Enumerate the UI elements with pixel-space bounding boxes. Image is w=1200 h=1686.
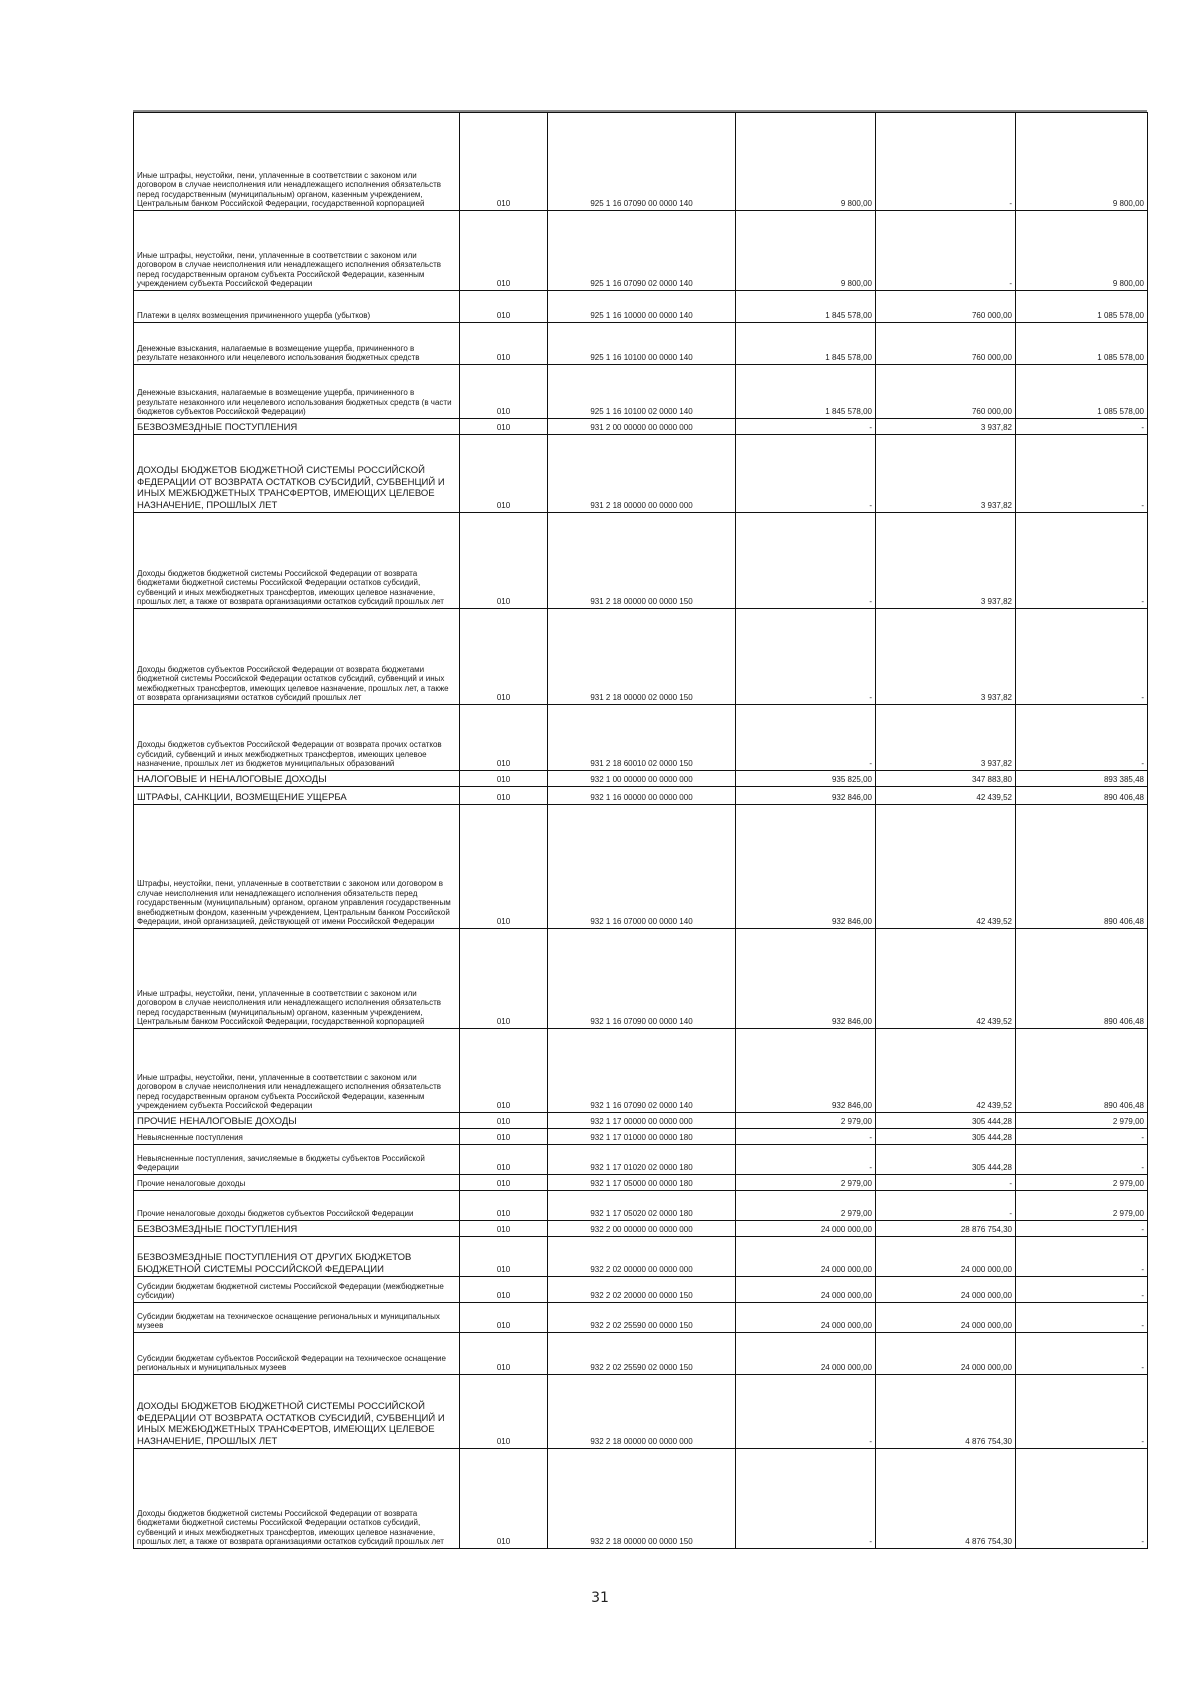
- row-approved-amount-cell: 932 846,00: [736, 787, 876, 805]
- row-name-cell: ПРОЧИЕ НЕНАЛОГОВЫЕ ДОХОДЫ: [134, 1113, 460, 1129]
- row-name-cell: БЕЗВОЗМЕЗДНЫЕ ПОСТУПЛЕНИЯ: [134, 1221, 460, 1237]
- row-unexecuted-amount-cell: 890 406,48: [1016, 1029, 1148, 1113]
- row-budget-code-cell: 932 1 17 05020 02 0000 180: [548, 1191, 736, 1221]
- row-line-code-cell: 010: [460, 1113, 548, 1129]
- row-budget-code-cell: 932 2 02 20000 00 0000 150: [548, 1277, 736, 1303]
- row-budget-code-cell: 932 1 16 07000 00 0000 140: [548, 805, 736, 929]
- row-line-code-cell: 010: [460, 929, 548, 1029]
- row-executed-amount-cell: 760 000,00: [876, 323, 1016, 365]
- row-approved-amount-cell: 932 846,00: [736, 929, 876, 1029]
- row-executed-amount-cell: 4 876 754,30: [876, 1375, 1016, 1449]
- row-unexecuted-amount-cell: -: [1016, 1221, 1148, 1237]
- row-executed-amount-cell: 24 000 000,00: [876, 1333, 1016, 1375]
- row-approved-amount-cell: 1 845 578,00: [736, 365, 876, 419]
- row-name-cell: Иные штрафы, неустойки, пени, уплаченные в соответствии с законом или договором в случае неисполнения или ненадлежащего исполнения обязательств перед государственным органом субъекта Российской Федерации, казенным учреждением субъекта Российской Федерации: [134, 211, 460, 291]
- row-budget-code-cell: 932 1 16 00000 00 0000 000: [548, 787, 736, 805]
- row-unexecuted-amount-cell: 1 085 578,00: [1016, 291, 1148, 323]
- row-executed-amount-cell: 3 937,82: [876, 705, 1016, 771]
- row-unexecuted-amount-cell: -: [1016, 1375, 1148, 1449]
- row-name-cell: ШТРАФЫ, САНКЦИИ, ВОЗМЕЩЕНИЕ УЩЕРБА: [134, 787, 460, 805]
- row-approved-amount-cell: -: [736, 1449, 876, 1549]
- row-unexecuted-amount-cell: -: [1016, 1277, 1148, 1303]
- row-unexecuted-amount-cell: -: [1016, 1303, 1148, 1333]
- row-approved-amount-cell: 932 846,00: [736, 1029, 876, 1113]
- row-executed-amount-cell: 24 000 000,00: [876, 1277, 1016, 1303]
- row-unexecuted-amount-cell: -: [1016, 705, 1148, 771]
- table-row: [134, 323, 1148, 365]
- row-budget-code-cell: 925 1 16 07090 02 0000 140: [548, 211, 736, 291]
- row-approved-amount-cell: 1 845 578,00: [736, 323, 876, 365]
- row-line-code-cell: 010: [460, 435, 548, 513]
- row-name-cell: Прочие неналоговые доходы: [134, 1175, 460, 1191]
- row-budget-code-cell: 932 2 00 00000 00 0000 000: [548, 1221, 736, 1237]
- row-line-code-cell: 010: [460, 1303, 548, 1333]
- row-approved-amount-cell: 932 846,00: [736, 805, 876, 929]
- row-unexecuted-amount-cell: 9 800,00: [1016, 113, 1148, 211]
- row-name-cell: Иные штрафы, неустойки, пени, уплаченные в соответствии с законом или договором в случае неисполнения или ненадлежащего исполнения обязательств перед государственным (муниципальным) органом, казенным учреждением, Центральным банком Российской Федерации, государственной корпорацией: [134, 929, 460, 1029]
- table-row: [134, 1029, 1148, 1113]
- row-budget-code-cell: 932 1 17 00000 00 0000 000: [548, 1113, 736, 1129]
- row-executed-amount-cell: 305 444,28: [876, 1113, 1016, 1129]
- row-unexecuted-amount-cell: -: [1016, 1333, 1148, 1375]
- row-budget-code-cell: 925 1 16 07090 00 0000 140: [548, 113, 736, 211]
- row-line-code-cell: 010: [460, 805, 548, 929]
- row-approved-amount-cell: -: [736, 419, 876, 435]
- row-approved-amount-cell: 24 000 000,00: [736, 1277, 876, 1303]
- table-row: [134, 513, 1148, 609]
- row-name-cell: Невыясненные поступления: [134, 1129, 460, 1145]
- row-executed-amount-cell: 42 439,52: [876, 805, 1016, 929]
- row-approved-amount-cell: 24 000 000,00: [736, 1221, 876, 1237]
- row-budget-code-cell: 932 1 17 01020 02 0000 180: [548, 1145, 736, 1175]
- table-row: [134, 1145, 1148, 1175]
- row-approved-amount-cell: 9 800,00: [736, 113, 876, 211]
- row-budget-code-cell: 925 1 16 10100 00 0000 140: [548, 323, 736, 365]
- row-budget-code-cell: 931 2 18 00000 00 0000 150: [548, 513, 736, 609]
- row-line-code-cell: 010: [460, 365, 548, 419]
- row-line-code-cell: 010: [460, 609, 548, 705]
- row-name-cell: Доходы бюджетов субъектов Российской Федерации от возврата прочих остатков субсидий, субвенций и иных межбюджетных трансфертов, имеющих целевое назначение, прошлых лет из бюджетов муниципальных образований: [134, 705, 460, 771]
- row-approved-amount-cell: 9 800,00: [736, 211, 876, 291]
- table-row: [134, 211, 1148, 291]
- row-line-code-cell: 010: [460, 705, 548, 771]
- row-unexecuted-amount-cell: 9 800,00: [1016, 211, 1148, 291]
- row-line-code-cell: 010: [460, 211, 548, 291]
- row-approved-amount-cell: -: [736, 513, 876, 609]
- row-unexecuted-amount-cell: 890 406,48: [1016, 787, 1148, 805]
- row-budget-code-cell: 932 2 02 00000 00 0000 000: [548, 1237, 736, 1277]
- row-approved-amount-cell: -: [736, 705, 876, 771]
- row-executed-amount-cell: 3 937,82: [876, 609, 1016, 705]
- row-unexecuted-amount-cell: 890 406,48: [1016, 805, 1148, 929]
- table-row: [134, 419, 1148, 435]
- row-unexecuted-amount-cell: 2 979,00: [1016, 1175, 1148, 1191]
- row-line-code-cell: 010: [460, 1449, 548, 1549]
- table-row: [134, 1191, 1148, 1221]
- table-row: [134, 1175, 1148, 1191]
- row-name-cell: Субсидии бюджетам на техническое оснащение региональных и муниципальных музеев: [134, 1303, 460, 1333]
- row-line-code-cell: 010: [460, 771, 548, 787]
- row-unexecuted-amount-cell: 2 979,00: [1016, 1191, 1148, 1221]
- row-unexecuted-amount-cell: 1 085 578,00: [1016, 365, 1148, 419]
- row-approved-amount-cell: -: [736, 435, 876, 513]
- row-line-code-cell: 010: [460, 1237, 548, 1277]
- row-name-cell: НАЛОГОВЫЕ И НЕНАЛОГОВЫЕ ДОХОДЫ: [134, 771, 460, 787]
- row-budget-code-cell: 925 1 16 10000 00 0000 140: [548, 291, 736, 323]
- row-budget-code-cell: 932 1 16 07090 02 0000 140: [548, 1029, 736, 1113]
- revenue-execution-table: [133, 112, 1148, 1549]
- row-budget-code-cell: 932 1 16 07090 00 0000 140: [548, 929, 736, 1029]
- row-unexecuted-amount-cell: -: [1016, 1145, 1148, 1175]
- table-row: [134, 1333, 1148, 1375]
- row-executed-amount-cell: 28 876 754,30: [876, 1221, 1016, 1237]
- row-unexecuted-amount-cell: -: [1016, 419, 1148, 435]
- table-row: [134, 1221, 1148, 1237]
- row-executed-amount-cell: 3 937,82: [876, 419, 1016, 435]
- table-row: [134, 1129, 1148, 1145]
- table-row: [134, 805, 1148, 929]
- table-row: [134, 291, 1148, 323]
- row-approved-amount-cell: 24 000 000,00: [736, 1333, 876, 1375]
- table-row: [134, 771, 1148, 787]
- row-approved-amount-cell: 935 825,00: [736, 771, 876, 787]
- row-name-cell: Платежи в целях возмещения причиненного ущерба (убытков): [134, 291, 460, 323]
- row-executed-amount-cell: 305 444,28: [876, 1129, 1016, 1145]
- row-name-cell: Субсидии бюджетам субъектов Российской Федерации на техническое оснащение региональных и муниципальных музеев: [134, 1333, 460, 1375]
- row-name-cell: ДОХОДЫ БЮДЖЕТОВ БЮДЖЕТНОЙ СИСТЕМЫ РОССИЙСКОЙ ФЕДЕРАЦИИ ОТ ВОЗВРАТА ОСТАТКОВ СУБСИДИЙ, СУБВЕНЦИЙ И ИНЫХ МЕЖБЮДЖЕТНЫХ ТРАНСФЕРТОВ, ИМЕЮЩИХ ЦЕЛЕВОЕ НАЗНАЧЕНИЕ, ПРОШЛЫХ ЛЕТ: [134, 1375, 460, 1449]
- row-executed-amount-cell: 4 876 754,30: [876, 1449, 1016, 1549]
- row-executed-amount-cell: 24 000 000,00: [876, 1237, 1016, 1277]
- row-executed-amount-cell: -: [876, 1175, 1016, 1191]
- row-budget-code-cell: 932 2 02 25590 02 0000 150: [548, 1333, 736, 1375]
- row-approved-amount-cell: -: [736, 1129, 876, 1145]
- row-name-cell: ДОХОДЫ БЮДЖЕТОВ БЮДЖЕТНОЙ СИСТЕМЫ РОССИЙСКОЙ ФЕДЕРАЦИИ ОТ ВОЗВРАТА ОСТАТКОВ СУБСИДИЙ, СУБВЕНЦИЙ И ИНЫХ МЕЖБЮДЖЕТНЫХ ТРАНСФЕРТОВ, ИМЕЮЩИХ ЦЕЛЕВОЕ НАЗНАЧЕНИЕ, ПРОШЛЫХ ЛЕТ: [134, 435, 460, 513]
- row-budget-code-cell: 931 2 00 00000 00 0000 000: [548, 419, 736, 435]
- row-executed-amount-cell: 760 000,00: [876, 291, 1016, 323]
- row-budget-code-cell: 932 1 17 01000 00 0000 180: [548, 1129, 736, 1145]
- row-name-cell: Доходы бюджетов бюджетной системы Российской Федерации от возврата бюджетами бюджетной системы Российской Федерации остатков субсидий, субвенций и иных межбюджетных трансфертов, имеющих целевое назначение, прошлых лет, а также от возврата организациями остатков субсидий прошлых лет: [134, 513, 460, 609]
- row-budget-code-cell: 932 1 17 05000 00 0000 180: [548, 1175, 736, 1191]
- row-executed-amount-cell: 42 439,52: [876, 787, 1016, 805]
- row-line-code-cell: 010: [460, 323, 548, 365]
- table-row: [134, 1113, 1148, 1129]
- row-name-cell: Иные штрафы, неустойки, пени, уплаченные в соответствии с законом или договором в случае неисполнения или ненадлежащего исполнения обязательств перед государственным (муниципальным) органом, казенным учреждением, Центральным банком Российской Федерации, государственной корпорацией: [134, 113, 460, 211]
- table-body: [134, 113, 1148, 1549]
- row-executed-amount-cell: 3 937,82: [876, 513, 1016, 609]
- row-line-code-cell: 010: [460, 1333, 548, 1375]
- row-line-code-cell: 010: [460, 419, 548, 435]
- row-approved-amount-cell: 2 979,00: [736, 1175, 876, 1191]
- row-unexecuted-amount-cell: 2 979,00: [1016, 1113, 1148, 1129]
- table-row: [134, 1449, 1148, 1549]
- row-executed-amount-cell: 347 883,80: [876, 771, 1016, 787]
- page-number: 31: [591, 1590, 609, 1606]
- row-name-cell: Прочие неналоговые доходы бюджетов субъектов Российской Федерации: [134, 1191, 460, 1221]
- row-unexecuted-amount-cell: -: [1016, 435, 1148, 513]
- row-name-cell: Денежные взыскания, налагаемые в возмещение ущерба, причиненного в результате незаконного или нецелевого использования бюджетных средств: [134, 323, 460, 365]
- row-line-code-cell: 010: [460, 1221, 548, 1237]
- row-executed-amount-cell: 24 000 000,00: [876, 1303, 1016, 1333]
- row-line-code-cell: 010: [460, 291, 548, 323]
- row-line-code-cell: 010: [460, 113, 548, 211]
- row-name-cell: БЕЗВОЗМЕЗДНЫЕ ПОСТУПЛЕНИЯ: [134, 419, 460, 435]
- row-executed-amount-cell: -: [876, 1191, 1016, 1221]
- row-unexecuted-amount-cell: 893 385,48: [1016, 771, 1148, 787]
- row-approved-amount-cell: 2 979,00: [736, 1191, 876, 1221]
- table-row: [134, 1277, 1148, 1303]
- row-name-cell: Невыясненные поступления, зачисляемые в бюджеты субъектов Российской Федерации: [134, 1145, 460, 1175]
- row-unexecuted-amount-cell: 890 406,48: [1016, 929, 1148, 1029]
- row-unexecuted-amount-cell: -: [1016, 1449, 1148, 1549]
- row-executed-amount-cell: 3 937,82: [876, 435, 1016, 513]
- table-row: [134, 1375, 1148, 1449]
- row-budget-code-cell: 932 2 18 00000 00 0000 000: [548, 1375, 736, 1449]
- row-approved-amount-cell: 24 000 000,00: [736, 1237, 876, 1277]
- row-line-code-cell: 010: [460, 1191, 548, 1221]
- row-budget-code-cell: 932 2 02 25590 00 0000 150: [548, 1303, 736, 1333]
- row-approved-amount-cell: 24 000 000,00: [736, 1303, 876, 1333]
- row-name-cell: БЕЗВОЗМЕЗДНЫЕ ПОСТУПЛЕНИЯ ОТ ДРУГИХ БЮДЖЕТОВ БЮДЖЕТНОЙ СИСТЕМЫ РОССИЙСКОЙ ФЕДЕРАЦИИ: [134, 1237, 460, 1277]
- row-line-code-cell: 010: [460, 1277, 548, 1303]
- row-executed-amount-cell: 760 000,00: [876, 365, 1016, 419]
- row-line-code-cell: 010: [460, 1375, 548, 1449]
- row-approved-amount-cell: -: [736, 1145, 876, 1175]
- row-line-code-cell: 010: [460, 513, 548, 609]
- row-unexecuted-amount-cell: 1 085 578,00: [1016, 323, 1148, 365]
- table-row: [134, 929, 1148, 1029]
- row-budget-code-cell: 931 2 18 00000 02 0000 150: [548, 609, 736, 705]
- row-approved-amount-cell: -: [736, 609, 876, 705]
- row-name-cell: Субсидии бюджетам бюджетной системы Российской Федерации (межбюджетные субсидии): [134, 1277, 460, 1303]
- row-approved-amount-cell: 2 979,00: [736, 1113, 876, 1129]
- row-line-code-cell: 010: [460, 1175, 548, 1191]
- row-budget-code-cell: 932 1 00 00000 00 0000 000: [548, 771, 736, 787]
- table-row: [134, 365, 1148, 419]
- row-unexecuted-amount-cell: -: [1016, 1129, 1148, 1145]
- row-executed-amount-cell: 42 439,52: [876, 1029, 1016, 1113]
- row-unexecuted-amount-cell: -: [1016, 609, 1148, 705]
- row-budget-code-cell: 925 1 16 10100 02 0000 140: [548, 365, 736, 419]
- row-line-code-cell: 010: [460, 1145, 548, 1175]
- row-line-code-cell: 010: [460, 1129, 548, 1145]
- table-row: [134, 1237, 1148, 1277]
- row-budget-code-cell: 931 2 18 00000 00 0000 000: [548, 435, 736, 513]
- row-name-cell: Доходы бюджетов субъектов Российской Федерации от возврата бюджетами бюджетной системы Российской Федерации остатков субсидий, субвенций и иных межбюджетных трансфертов, имеющих целевое назначение, прошлых лет, а также от возврата организациями остатков субсидий прошлых лет: [134, 609, 460, 705]
- row-line-code-cell: 010: [460, 1029, 548, 1113]
- row-executed-amount-cell: -: [876, 211, 1016, 291]
- row-name-cell: Денежные взыскания, налагаемые в возмещение ущерба, причиненного в результате незаконного или нецелевого использования бюджетных средств (в части бюджетов субъектов Российской Федерации): [134, 365, 460, 419]
- row-name-cell: Иные штрафы, неустойки, пени, уплаченные в соответствии с законом или договором в случае неисполнения или ненадлежащего исполнения обязательств перед государственным органом субъекта Российской Федерации, казенным учреждением субъекта Российской Федерации: [134, 1029, 460, 1113]
- table-row: [134, 787, 1148, 805]
- row-name-cell: Штрафы, неустойки, пени, уплаченные в соответствии с законом или договором в случае неисполнения или ненадлежащего исполнения обязательств перед государственным (муниципальным) органом, органом управления государственным внебюджетным фондом, казенным учреждением, Центральным банком Российской Федерации, иной организацией, действующей от имени Российской Федерации: [134, 805, 460, 929]
- table-row: [134, 1303, 1148, 1333]
- row-executed-amount-cell: -: [876, 113, 1016, 211]
- row-budget-code-cell: 932 2 18 00000 00 0000 150: [548, 1449, 736, 1549]
- row-line-code-cell: 010: [460, 787, 548, 805]
- table-row: [134, 113, 1148, 211]
- row-executed-amount-cell: 42 439,52: [876, 929, 1016, 1029]
- row-budget-code-cell: 931 2 18 60010 02 0000 150: [548, 705, 736, 771]
- row-name-cell: Доходы бюджетов бюджетной системы Российской Федерации от возврата бюджетами бюджетной системы Российской Федерации остатков субсидий, субвенций и иных межбюджетных трансфертов, имеющих целевое назначение, прошлых лет, а также от возврата организациями остатков субсидий прошлых лет: [134, 1449, 460, 1549]
- table-row: [134, 705, 1148, 771]
- table-row: [134, 609, 1148, 705]
- row-unexecuted-amount-cell: -: [1016, 1237, 1148, 1277]
- table-row: [134, 435, 1148, 513]
- row-approved-amount-cell: -: [736, 1375, 876, 1449]
- row-executed-amount-cell: 305 444,28: [876, 1145, 1016, 1175]
- row-unexecuted-amount-cell: -: [1016, 513, 1148, 609]
- row-approved-amount-cell: 1 845 578,00: [736, 291, 876, 323]
